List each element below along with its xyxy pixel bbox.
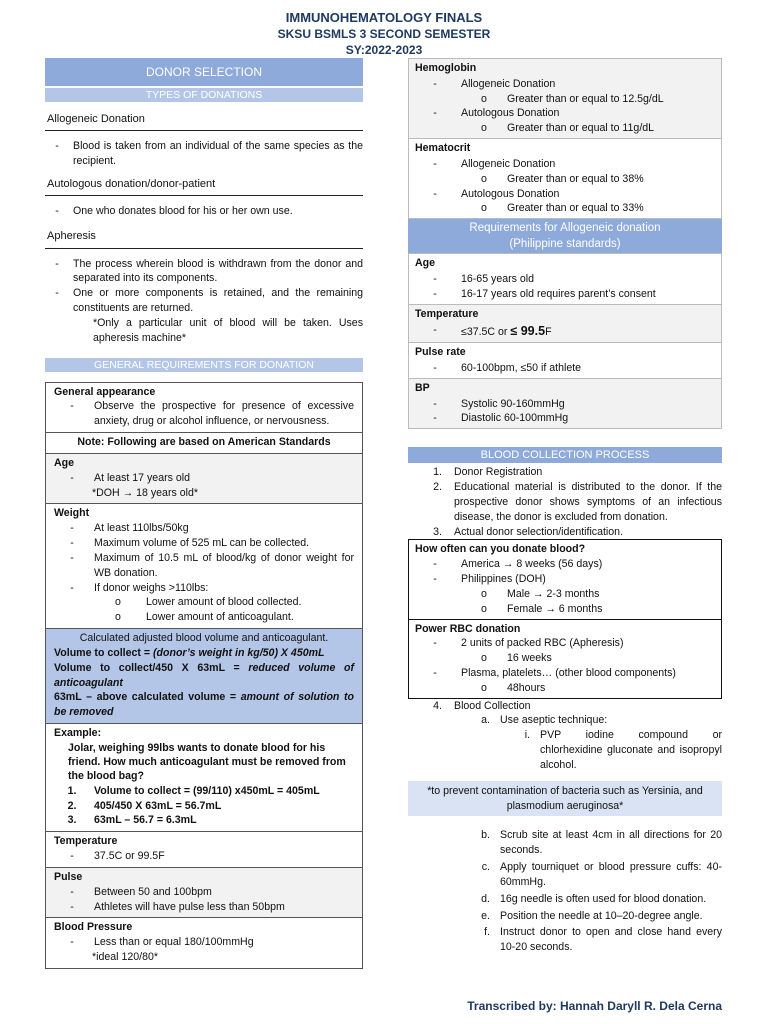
collection-step-4a-i: i. PVP iodine compound or chlorhexidine gluconate and isopropyl alcohol.: [524, 729, 722, 771]
pulse-item: - Between 50 and 100bpm: [70, 885, 212, 898]
pulse-cell: [46, 867, 363, 917]
types-of-donations-heading: TYPES OF DONATIONS: [45, 88, 363, 102]
calculation-cell: [46, 629, 363, 724]
transcriber-credit: Transcribed by: Hannah Daryll R. Dela Cerna: [467, 999, 722, 1013]
power-rbc-box: [408, 620, 722, 699]
power-rbc-item: - Plasma, platelets… (other blood components): [433, 667, 676, 679]
blood-pressure-item: - Less than or equal 180/100mmHg: [70, 936, 254, 949]
collection-step: 1. Donor Registration: [433, 466, 543, 479]
school-year: SY:2022-2023: [345, 43, 423, 57]
apheresis-note: *Only a particular unit of blood will be taken. Uses apheresis machine*: [93, 316, 363, 344]
hemoglobin-autologous-value: o Greater than or equal to 11g/dL: [481, 122, 655, 135]
general-requirements-table: [45, 382, 363, 969]
philippine-requirements-heading: Requirements for Allogeneic donation (Philippine standards): [408, 219, 722, 253]
age-label: Age: [54, 456, 75, 469]
example-cell: [46, 724, 363, 832]
weight-item: - If donor weighs >110lbs:: [70, 581, 209, 594]
ph-temperature-item: - ≤37.5C or ≤ 99.5F: [433, 323, 552, 338]
ph-age-label: Age: [415, 257, 436, 270]
age-item: - At least 17 years old: [70, 471, 190, 484]
blood-collection-heading: BLOOD COLLECTION PROCESS: [408, 447, 722, 463]
ph-bp-box: [408, 379, 722, 429]
collection-substeps: [408, 828, 722, 955]
ph-bp-label: BP: [415, 381, 430, 394]
temperature-cell: [46, 832, 363, 868]
ph-age-item: - 16-65 years old: [433, 273, 535, 286]
hematocrit-label: Hematocrit: [415, 142, 471, 155]
contamination-note: *to prevent contamination of bacteria such as Yersinia, and plasmodium aeruginosa*: [408, 781, 722, 817]
how-often-label: How often can you donate blood?: [415, 543, 586, 556]
autologous-term: Autologous donation/donor-patient: [45, 173, 363, 196]
apheresis-definition-1: - The process wherein blood is withdrawn from the donor and separated into its components.: [55, 257, 363, 285]
ph-age-item: - 16-17 years old requires parent’s consent: [433, 287, 656, 300]
how-often-box: [408, 539, 722, 619]
hemoglobin-autologous: - Autologous Donation: [433, 107, 560, 120]
age-cell: [46, 453, 363, 503]
hemoglobin-label: Hemoglobin: [415, 62, 477, 74]
collection-substep: e. Position the needle at 10–20-degree angle.: [481, 909, 703, 922]
collection-step: 2. Educational material is distributed to the donor. If the prospective donor shows symptoms of an infectious disease, the donor is excluded from donation.: [433, 481, 722, 523]
how-often-male: o Male → 2-3 months: [481, 587, 600, 600]
allogeneic-term: Allogeneic Donation: [45, 108, 363, 131]
weight-item: - At least 110lbs/50kg: [70, 522, 189, 535]
example-step: 2. 405/450 X 63mL = 56.7mL: [67, 799, 222, 812]
collection-substep: b. Scrub site at least 4cm in all directions for 20 seconds.: [481, 829, 722, 857]
example-question: Jolar, weighing 99lbs wants to donate blood for his friend. How much anticoagulant must be removed from the blood bag?: [68, 741, 346, 783]
example-step: 1. Volume to collect = (99/110) x450mL = 405mL: [67, 784, 320, 797]
hemoglobin-allogeneic: - Allogeneic Donation: [433, 77, 556, 90]
blood-pressure-label: Blood Pressure: [54, 921, 133, 934]
weight-label: Weight: [54, 507, 90, 520]
collection-substep: c. Apply tourniquet or blood pressure cuffs: 40-60mmHg.: [481, 861, 722, 888]
hematocrit-allogeneic-value: o Greater than or equal to 38%: [481, 172, 644, 185]
general-appearance-item: - Observe the prospective for presence of excessive anxiety, drug or alcohol influence, or nervousness.: [70, 400, 354, 428]
ph-temperature-box: [408, 305, 722, 343]
example-step: 3. 63mL – 56.7 = 6.3mL: [67, 814, 197, 827]
ph-pulse-item: - 60-100bpm, ≤50 if athlete: [433, 361, 582, 374]
pulse-item: - Athletes will have pulse less than 50bpm: [70, 900, 285, 913]
hematocrit-autologous: - Autologous Donation: [433, 187, 560, 200]
collection-substep: d. 16g needle is often used for blood donation.: [481, 892, 707, 905]
american-standards-note: Note: Following are based on American Standards: [46, 433, 363, 454]
age-doh-note: *DOH → 18 years old*: [92, 486, 198, 499]
collection-steps: [408, 465, 722, 539]
right-column: [408, 58, 722, 955]
ph-temperature-label: Temperature: [415, 307, 479, 320]
ph-pulse-label: Pulse rate: [415, 346, 466, 359]
collection-step-4: 4. Blood Collection: [433, 699, 531, 712]
power-rbc-label: Power RBC donation: [415, 622, 521, 635]
weight-item: - Maximum volume of 525 mL can be collected.: [70, 537, 310, 550]
collection-substep: f. Instruct donor to open and close hand every 10-20 seconds.: [484, 926, 722, 954]
hemoglobin-allogeneic-value: o Greater than or equal to 12.5g/dL: [481, 92, 664, 105]
calculation-line-3: 63mL – above calculated volume = amount of solution to be removed: [54, 691, 354, 719]
weight-item: - Maximum of 10.5 mL of blood/kg of donor weight for WB donation.: [70, 551, 354, 579]
apheresis-term: Apheresis: [45, 225, 363, 248]
general-requirements-heading: GENERAL REQUIREMENTS FOR DONATION: [45, 358, 363, 372]
collection-step: 3. Actual donor selection/identification.: [433, 525, 624, 538]
calculation-title: Calculated adjusted blood volume and anticoagulant.: [79, 632, 329, 645]
power-rbc-subitem: o 16 weeks: [481, 652, 552, 665]
ph-pulse-box: [408, 343, 722, 379]
temperature-item: - 37.5C or 99.5F: [70, 850, 165, 863]
blood-pressure-cell: [46, 918, 363, 968]
donor-selection-heading: DONOR SELECTION: [45, 58, 363, 86]
general-appearance-label: General appearance: [54, 385, 156, 398]
course-line: SKSU BSMLS 3 SECOND SEMESTER: [277, 27, 491, 41]
how-often-philippines: - Philippines (DOH): [433, 573, 546, 586]
temperature-label: Temperature: [54, 835, 118, 848]
document-title: IMMUNOHEMATOLOGY FINALS: [285, 10, 483, 25]
pulse-label: Pulse: [54, 870, 83, 883]
how-often-female: o Female → 6 months: [481, 602, 603, 615]
hemoglobin-box: [408, 58, 722, 139]
how-often-america: - America → 8 weeks (56 days): [433, 558, 603, 571]
ph-bp-item: - Systolic 90-160mmHg: [433, 397, 565, 410]
autologous-definition: - One who donates blood for his or her own use.: [55, 205, 293, 218]
hematocrit-autologous-value: o Greater than or equal to 33%: [481, 202, 644, 215]
blood-pressure-ideal: *ideal 120/80*: [92, 951, 158, 964]
weight-subitem: o Lower amount of blood collected.: [115, 596, 302, 609]
collection-step-4a: a. Use aseptic technique:: [481, 714, 608, 727]
ph-bp-item: - Diastolic 60-100mmHg: [433, 412, 569, 425]
weight-cell: [46, 504, 363, 629]
calculation-line-2: Volume to collect/450 X 63mL = reduced volume of anticoagulant: [54, 661, 354, 689]
calculation-line-1: Volume to collect = (donor’s weight in kg/50) X 450mL: [54, 646, 325, 659]
allogeneic-definition: - Blood is taken from an individual of the same species as the recipient.: [55, 140, 363, 168]
document-header: [0, 10, 768, 58]
example-label: Example:: [54, 727, 102, 740]
power-rbc-subitem: o 48hours: [481, 681, 546, 694]
weight-subitem: o Lower amount of anticoagulant.: [115, 611, 294, 624]
power-rbc-item: - 2 units of packed RBC (Apheresis): [433, 637, 624, 650]
general-appearance-cell: [46, 382, 363, 432]
hematocrit-allogeneic: - Allogeneic Donation: [433, 157, 556, 170]
left-column: [45, 58, 363, 969]
ph-age-box: [408, 253, 722, 304]
hematocrit-box: [408, 139, 722, 219]
apheresis-definition-2: - One or more components is retained, and the remaining constituents are returned.: [55, 287, 363, 315]
